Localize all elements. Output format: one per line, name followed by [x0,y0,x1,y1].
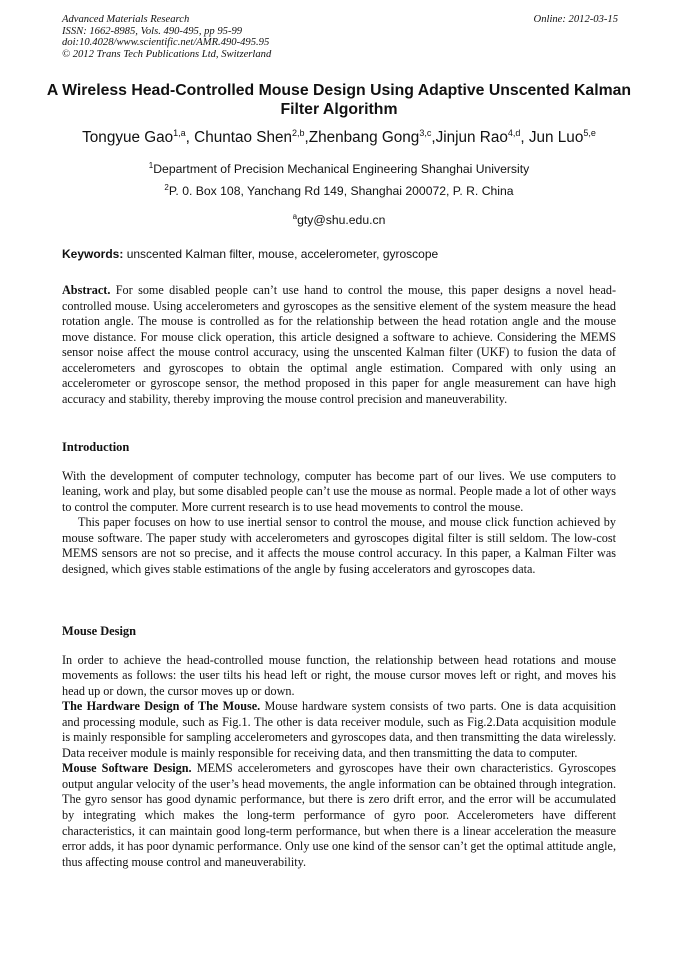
abstract-text: For some disabled people can’t use hand to control the mouse, this paper designs a novel head-controlled mouse. Using accelerometers and gyroscopes as the sensitive element of the system measure the head rotation angle. The mouse is controlled as for the relationship between the head rotation angle and the mouse move distance. For mouse click operation, this article designed a software to achieve. Considering the MEMS sensor noise affect the mouse control accuracy, using the unscented Kalman filter (UKF) to fusion the data of accelerometers and gyroscopes to obtain the optimal angle estimation. Compared with only using an accelerometer or gyroscope sensor, the method proposed in this paper for angle measurement can have high accuracy and stability, thereby improving the mouse control precision and maneuverability. [62,283,617,406]
author-email [40,213,638,228]
paragraph: With the development of computer technology, computer has become part of our lives. We use computers to leaning, work and play, but some disabled people can’t use the mouse as normal. People made a lot of other ways to control the computer. More current research is to use head movements to control the mouse. [62,468,616,514]
journal-name: Advanced Materials Research [62,14,190,25]
journal-issn: ISSN: 1662-8985, Vols. 490-495, pp 95-99 [62,25,243,37]
journal-doi: doi:10.4028/www.scientific.net/AMR.490-495.95 [62,37,270,49]
author-name: Zhenbang Gong [308,129,420,146]
author-affil-marker: 3,c [419,128,432,138]
author-separator: , [185,129,195,146]
journal-header [62,14,618,60]
author-name: Tongyue Gao [82,129,174,146]
affiliation-text: P. 0. Box 108, Yanchang Rd 149, Shanghai 200072, P. R. China [168,184,514,198]
email-text: gty@shu.edu.cn [297,213,386,227]
online-date: Online: 2012-03-15 [533,14,618,25]
abstract-paragraph [62,283,616,407]
paper-title: A Wireless Head-Controlled Mouse Design Using Adaptive Unscented Kalman Filter Algorithm [46,82,632,118]
paragraph [62,761,616,870]
affiliation-marker: 2 [164,183,169,192]
author-name: Chuntao Shen [194,129,292,146]
paragraph [62,699,616,761]
mouse-design-section [62,624,616,870]
affiliation-marker: 1 [148,161,154,170]
author-affil-marker: 1,a [173,128,186,138]
author-affil-marker: 4,d [507,128,521,138]
paragraph: In order to achieve the head-controlled mouse function, the relationship between head rotations and mouse movements as follows: the user tilts his head left or right, the mouse cursor moves left or right, and moves his head up or down, the cursor moves up or down. [62,652,616,698]
keywords-label: Keywords: [62,247,124,261]
author-list [30,128,648,148]
author-affil-marker: 5,e [583,128,596,138]
author-separator: , [431,129,436,146]
abstract-label: Abstract. [62,283,111,297]
author-name: Jinjun Rao [435,129,508,146]
keywords [62,247,622,262]
introduction-section [62,440,616,577]
affiliation-2 [40,184,638,199]
run-in-heading: The Hardware Design of The Mouse. [62,699,261,714]
author-separator: , [520,129,529,146]
affiliation-text: Department of Precision Mechanical Engineering Shanghai University [153,162,530,176]
author-name: Jun Luo [528,129,584,146]
email-marker: a [292,212,298,221]
paragraph-text: Mouse hardware system consists of two parts. One is data acquisition and processing module, such as Fig.1. The other is data receiver module, such as Fig.2.Data acquisition module is mainly responsible for sampling accelerometers and gyroscopes data, and then transmitting the data wirelessly. Data receiver module is mainly responsible for receiving data, and then transmitting the data to computer. [62,699,617,760]
abstract-section [62,283,616,407]
section-heading: Mouse Design [62,624,136,638]
run-in-heading: Mouse Software Design. [62,761,192,776]
section-heading: Introduction [62,440,130,454]
paragraph-text: MEMS accelerometers and gyroscopes have their own characteristics. Gyroscopes output angular velocity of the user’s head movements, the angle information can be obtained through integration. The gyro sensor has good dynamic performance, but there is zero drift error, and the error will be accumulated by integrating which makes the long-term performance of gyro poor. Accelerometers have different characteristics, it can maintain good long-term performance, but when there is a linear acceleration the measure error adds, it has poor dynamic performance. Only use one kind of the sensor can’t get the optimal attitude angle, thus affecting mouse control and maneuverability. [62,761,616,869]
keywords-text: unscented Kalman filter, mouse, accelerometer, gyroscope [126,247,439,261]
paragraph: This paper focuses on how to use inertial sensor to control the mouse, and mouse click function achieved by mouse software. The paper study with accelerometers and gyroscopes digital filter is still seldom. The low-cost MEMS sensors are not so precise, and it affects the mouse control accuracy. In this paper, a Kalman Filter was designed, which gives stable estimations of the angle by fusing accelerators and gyroscopes data. [62,515,616,576]
author-affil-marker: 2,b [291,128,305,138]
affiliation-1 [40,162,638,177]
author-separator: , [304,129,309,146]
journal-copyright: © 2012 Trans Tech Publications Ltd, Switzerland [62,48,272,60]
